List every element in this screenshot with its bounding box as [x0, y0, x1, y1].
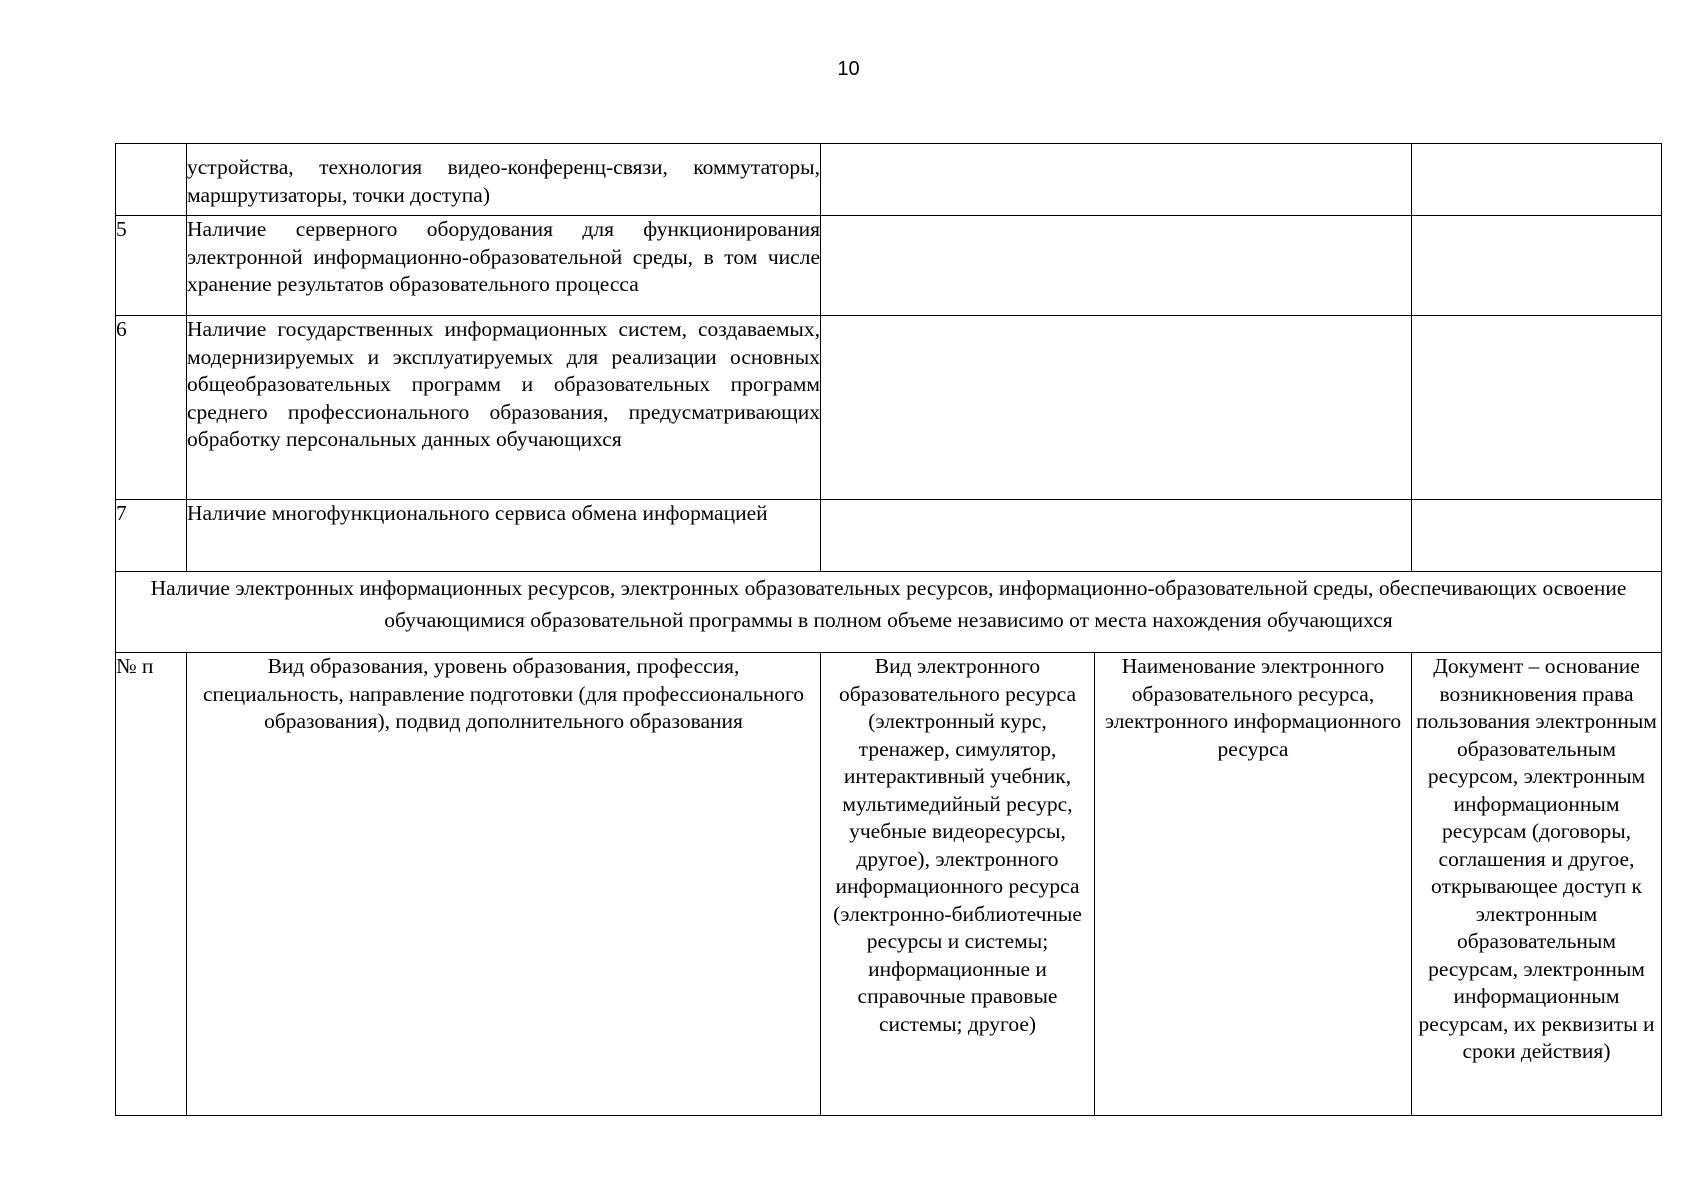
- table-row: [116, 216, 1662, 316]
- empty-cell: [1412, 144, 1662, 216]
- resources-table: [115, 143, 1662, 1116]
- table-row: [116, 316, 1662, 500]
- row-text: Наличие государственных информационных систем, создаваемых, модернизируемых и эксплуатируемых для реализации основных общеобразовательных программ и образовательных программ среднего профессионального образования, предусматривающих обработку персональных данных обучающихся: [187, 316, 821, 500]
- header-resource-kind: Вид электронного образовательного ресурса (электронный курс, тренажер, симулятор, интерактивный учебник, мультимедийный ресурс, учебные видеоресурсы, другое), электронного информационного ресурса (электронно-библиотечные ресурсы и системы; информационные и справочные правовые системы; другое): [821, 653, 1095, 1116]
- section-title: Наличие электронных информационных ресурсов, электронных образовательных ресурсов, информационно-образовательной среды, обеспечивающих освоение обучающимися образовательной программы в полном объеме независимо от места нахождения обучающихся: [116, 572, 1662, 653]
- empty-cell: [1412, 316, 1662, 500]
- header-row: [116, 653, 1662, 1116]
- row-text: Наличие многофункционального сервиса обмена информацией: [187, 500, 821, 572]
- empty-cell: [821, 316, 1412, 500]
- header-resource-name: Наименование электронного образовательного ресурса, электронного информационного ресурса: [1095, 653, 1412, 1116]
- row-number: 5: [116, 216, 187, 316]
- table-row: [116, 144, 1662, 216]
- empty-cell: [1412, 500, 1662, 572]
- empty-cell: [1412, 216, 1662, 316]
- page-number: 10: [837, 58, 860, 80]
- header-number: № п: [116, 653, 187, 1116]
- row-number: [116, 144, 187, 216]
- row-number: 7: [116, 500, 187, 572]
- row-number: 6: [116, 316, 187, 500]
- header-education-type: Вид образования, уровень образования, профессия, специальность, направление подготовки (для профессионального образования), подвид дополнительного образования: [187, 653, 821, 1116]
- section-row: [116, 572, 1662, 653]
- empty-cell: [821, 144, 1412, 216]
- row-text: устройства, технология видео-конференц-связи, коммутаторы, маршрутизаторы, точки доступа): [187, 144, 821, 216]
- empty-cell: [821, 216, 1412, 316]
- table-row: [116, 500, 1662, 572]
- row-text: Наличие серверного оборудования для функционирования электронной информационно-образовательной среды, в том числе хранение результатов образовательного процесса: [187, 216, 821, 316]
- empty-cell: [821, 500, 1412, 572]
- header-basis-document: Документ – основание возникновения права пользования электронным образовательным ресурсом, электронным информационным ресурсам (договоры, соглашения и другое, открывающее доступ к электронным образовательным ресурсам, электронным информационным ресурсам, их реквизиты и сроки действия): [1412, 653, 1662, 1116]
